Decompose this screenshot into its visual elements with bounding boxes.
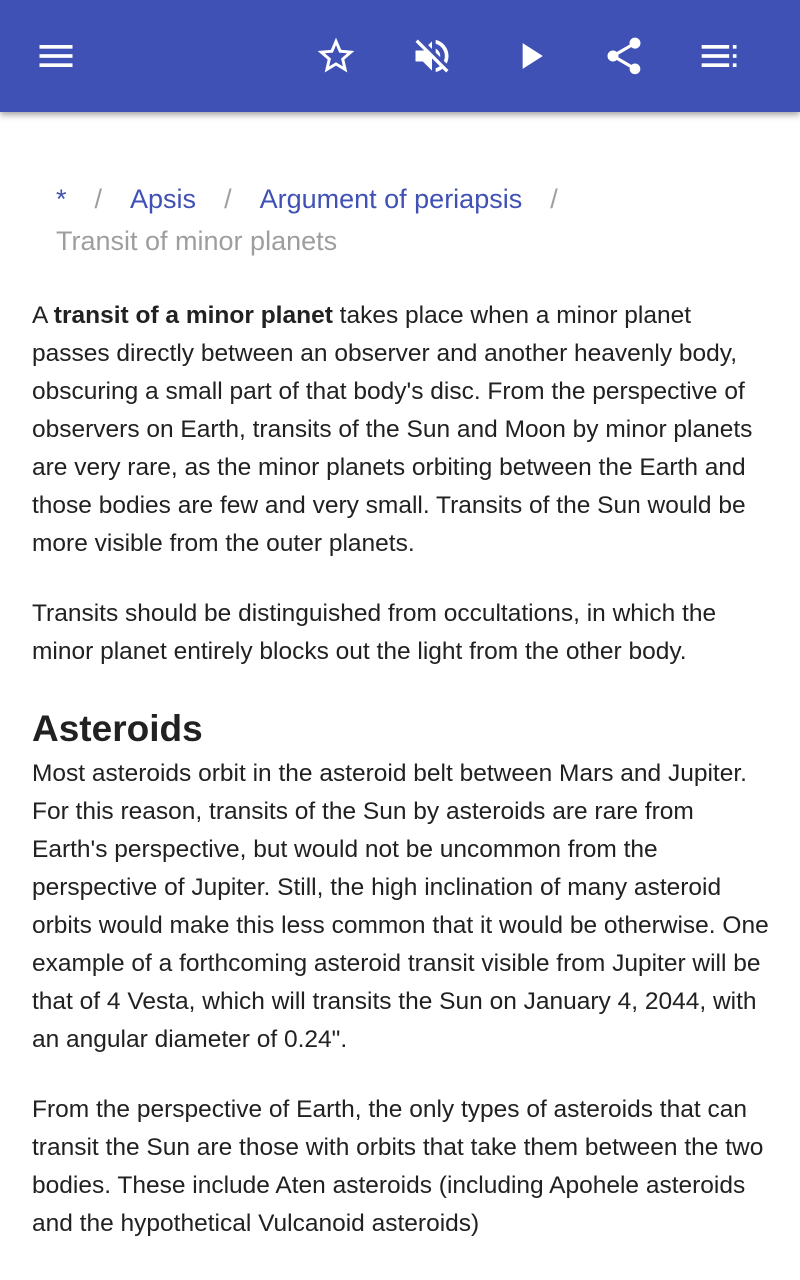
sound-toggle-button[interactable] <box>404 28 460 84</box>
article-content <box>0 112 800 1280</box>
app-toolbar <box>0 0 800 112</box>
earth-perspective-paragraph: From the perspective of Earth, the only types of asteroids that can transit the Sun are those with orbits that take them between the two bodies. These include Aten asteroids (including Apohele asteroids and the hypothetical Vulcanoid asteroids) <box>32 1096 764 1237</box>
play-button[interactable] <box>502 28 558 84</box>
bookmark-button[interactable] <box>308 28 364 84</box>
breadcrumb-link-apsis[interactable]: Apsis <box>130 184 197 214</box>
section-heading-asteroids: Asteroids <box>32 708 203 749</box>
breadcrumb-link-root[interactable]: * <box>56 184 67 214</box>
breadcrumb <box>56 178 756 262</box>
breadcrumb-link-argument-of-periapsis[interactable]: Argument of periapsis <box>259 184 523 214</box>
breadcrumb-separator: / <box>224 184 232 214</box>
share-icon <box>602 34 646 78</box>
star-outline-icon <box>314 34 358 78</box>
intro-paragraph <box>32 297 772 563</box>
breadcrumb-separator: / <box>550 184 558 214</box>
menu-button[interactable] <box>28 28 84 84</box>
asteroids-paragraph: Most asteroids orbit in the asteroid belt between Mars and Jupiter. For this reason, transits of the Sun by asteroids are rare from Earth's perspective, but would not be uncommon from the perspective of Jupiter. Still, the high inclination of many asteroid orbits would make this less common that it would be otherwise. One example of a forthcoming asteroid transit visible from Jupiter will be that of 4 Vesta, which will transits the Sun on January 4, 2044, with an angular diameter of 0.24". <box>32 760 769 1053</box>
intro-text: takes place when a minor planet passes directly between an observer and another heavenly body, obscuring a small part of that body's disc. From the perspective of observers on Earth, transits of the Sun and Moon by minor planets are very rare, as the minor planets orbiting between the Earth and those bodies are few and very small. Transits of the Sun would be more visible from the outer planets. <box>32 302 753 557</box>
intro-bold-term: transit of a minor planet <box>53 302 333 329</box>
occultation-paragraph: Transits should be distinguished from occultations, in which the minor planet entirely blocks out the light from the other body. <box>32 600 717 665</box>
play-icon <box>508 34 552 78</box>
breadcrumb-separator: / <box>94 184 103 214</box>
playlist-icon <box>698 34 742 78</box>
share-button[interactable] <box>596 28 652 84</box>
volume-off-icon <box>410 34 454 78</box>
menu-icon <box>34 34 78 78</box>
breadcrumb-current-page: Transit of minor planets <box>56 226 338 256</box>
intro-prefix: A <box>32 302 54 329</box>
contents-button[interactable] <box>692 28 748 84</box>
article-body <box>32 297 772 1275</box>
